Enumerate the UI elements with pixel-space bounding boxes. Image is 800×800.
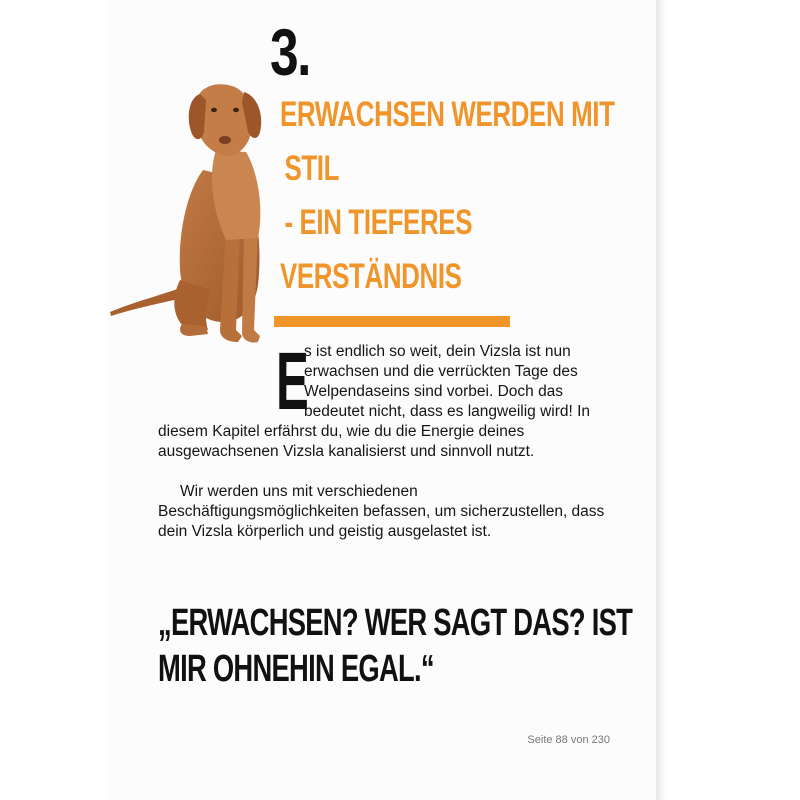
page-edge-shadow: [656, 0, 666, 800]
chapter-title-line: STIL: [284, 149, 340, 188]
paragraph-text: s ist endlich so weit, dein Vizsla ist nun erwachsen und die verrückten Tage des Welpendaseins sind vorbei. Doch das bedeutet nicht, dass es langweilig wird! In diesem Kapitel erfährst du, wie du die Energie deines ausgewachsenen Vizsla kanalisierst und sinnvoll nutzt.: [158, 343, 591, 460]
pull-quote-line: „ERWACHSEN? WER SAGT DAS? IST: [158, 602, 633, 644]
chapter-number: 3.: [270, 15, 310, 89]
chapter-title-line: - EIN TIEFERES: [284, 203, 473, 242]
paragraph: Wir werden uns mit verschiedenen Beschäftigungsmöglichkeiten befassen, um sicherzustellen, dass dein Vizsla körperlich und geistig ausgelastet ist.: [158, 483, 605, 540]
pull-quote: [158, 600, 633, 692]
vizsla-dog-image: [108, 80, 278, 350]
chapter-title-line: ERWACHSEN WERDEN MIT: [280, 95, 615, 134]
body-text: [158, 336, 618, 542]
page-number: Seite 88 von 230: [527, 734, 610, 746]
chapter-title: [280, 88, 615, 304]
pull-quote-line: MIR OHNEHIN EGAL.“: [158, 648, 434, 690]
chapter-title-line: VERSTÄNDNIS: [280, 257, 462, 296]
title-underline-rule: [274, 316, 510, 327]
paragraph: [158, 336, 618, 462]
drop-cap: E: [276, 336, 309, 427]
